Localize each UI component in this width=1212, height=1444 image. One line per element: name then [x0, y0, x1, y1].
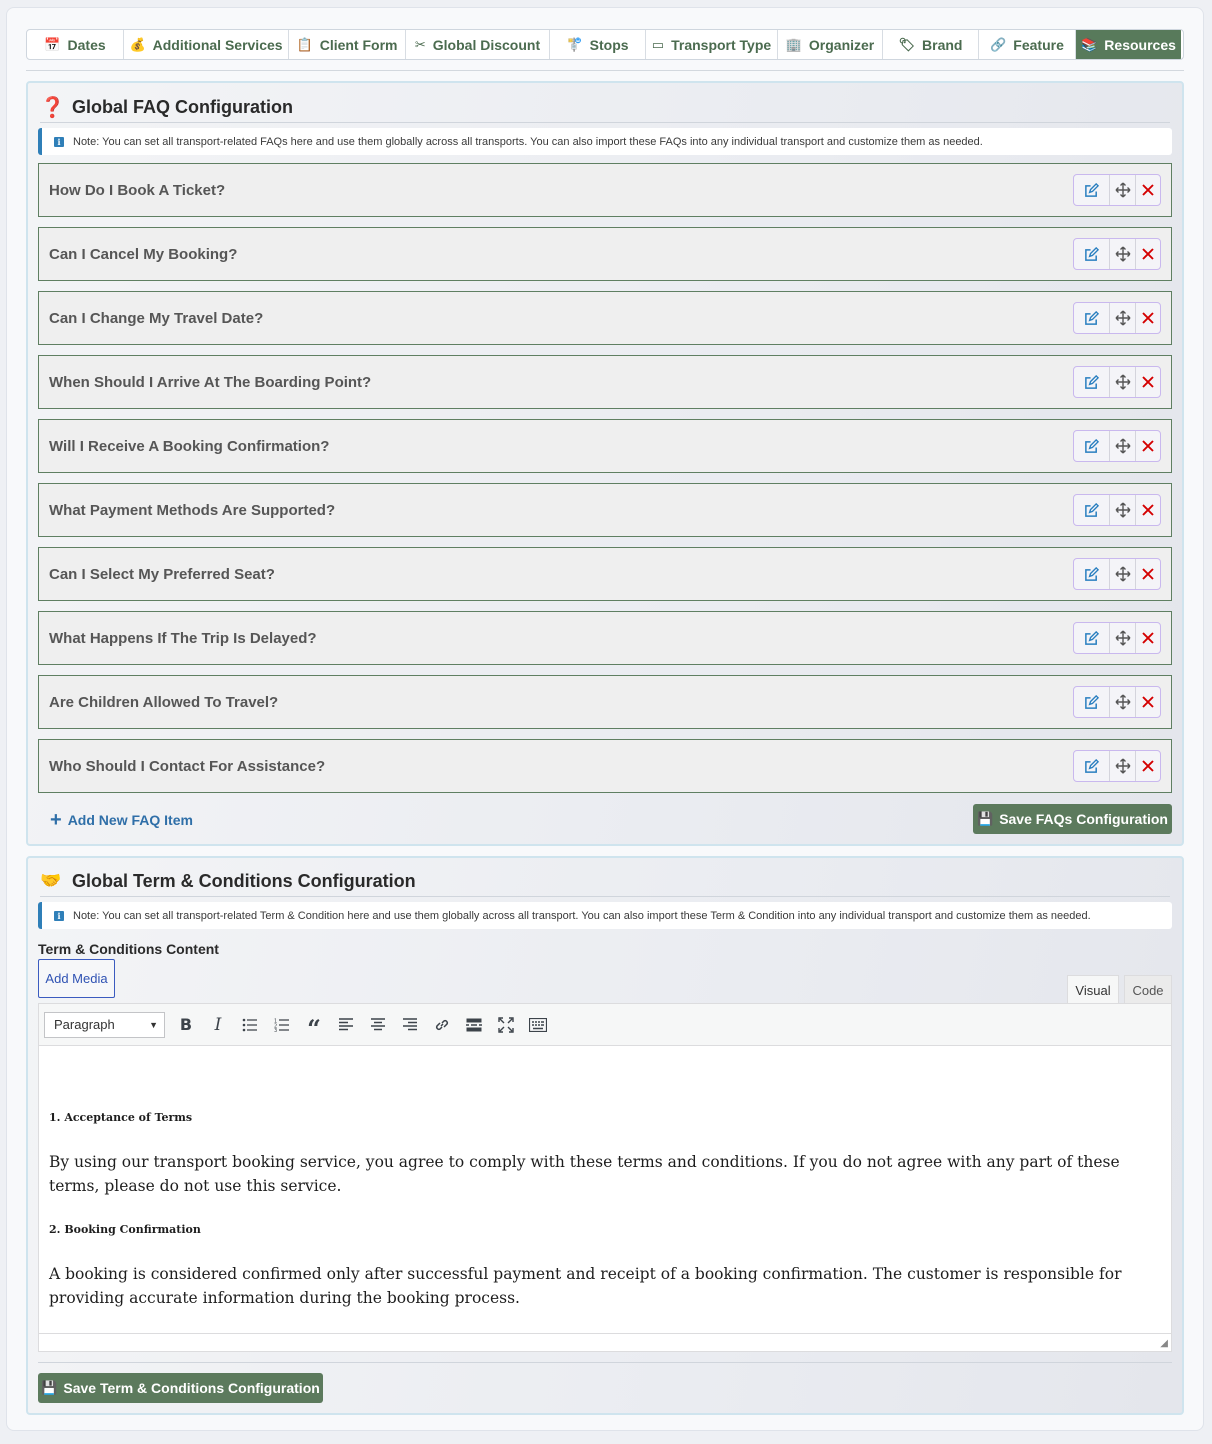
add-faq-button[interactable] [50, 809, 193, 831]
save-terms-button[interactable] [38, 1373, 323, 1403]
delete-icon[interactable] [1136, 623, 1160, 653]
faq-item[interactable] [38, 483, 1172, 537]
tab-label: Feature [1013, 36, 1064, 53]
tab-additional-services[interactable] [124, 30, 289, 59]
faq-actions [1073, 366, 1161, 398]
save-faqs-label: Save FAQs Configuration [999, 811, 1168, 827]
visual-mode-tab[interactable]: Visual [1067, 975, 1119, 1004]
floppy-disk-icon: 💾 [41, 1380, 58, 1395]
move-icon[interactable] [1110, 367, 1136, 397]
tabs-divider [26, 70, 1184, 71]
edit-icon[interactable] [1074, 687, 1110, 717]
terms-note-text: Note: You can set all transport-related Term & Condition here and use them globally across all transport. You can also import these Term & Condition into any individual transport and customize them as needed. [73, 909, 1091, 922]
faq-list [38, 163, 1172, 803]
faq-question: Will I Receive A Booking Confirmation? [49, 437, 330, 455]
keyboard-icon[interactable] [522, 1010, 554, 1040]
read-more-icon[interactable] [458, 1010, 490, 1040]
question-mark-icon: ❓ [40, 96, 65, 119]
tab-stops[interactable] [550, 30, 646, 59]
editor-toolbar [39, 1004, 1171, 1046]
tab-label: Stops [589, 36, 629, 53]
terms-note [38, 902, 1172, 929]
terms-title-divider [40, 896, 1170, 897]
tab-label: Dates [67, 36, 106, 53]
settings-tabs [26, 29, 1184, 60]
add-media-button[interactable]: Add Media [38, 959, 115, 998]
align-center-icon[interactable] [362, 1010, 394, 1040]
faq-item[interactable] [38, 355, 1172, 409]
route-icon: 🚏 [566, 36, 583, 52]
fullscreen-icon[interactable] [490, 1010, 522, 1040]
move-icon[interactable] [1110, 431, 1136, 461]
faq-panel [26, 81, 1184, 846]
faq-panel-title [40, 94, 293, 120]
faq-actions [1073, 494, 1161, 526]
terms-panel [26, 856, 1184, 1415]
dropdown-arrow-icon: ▼ [149, 1019, 158, 1030]
tag-icon: 🏷 [898, 36, 916, 52]
faq-title-text: Global FAQ Configuration [72, 96, 293, 117]
delete-icon[interactable] [1136, 431, 1160, 461]
resize-handle-icon[interactable]: ◢ [1160, 1338, 1168, 1349]
faq-actions [1073, 558, 1161, 590]
faq-question: Are Children Allowed To Travel? [49, 693, 279, 711]
edit-icon[interactable] [1074, 239, 1110, 269]
save-terms-label: Save Term & Conditions Configuration [63, 1380, 320, 1396]
tab-organizer[interactable] [778, 30, 883, 59]
delete-icon[interactable] [1136, 175, 1160, 205]
faq-item[interactable] [38, 163, 1172, 217]
calendar-icon: 📅 [44, 36, 61, 52]
terms-title-text: Global Term & Conditions Configuration [72, 870, 416, 891]
align-left-icon[interactable] [330, 1010, 362, 1040]
faq-question: When Should I Arrive At The Boarding Point? [49, 373, 372, 391]
italic-icon[interactable]: I [214, 1014, 222, 1035]
add-faq-label: Add New FAQ Item [67, 812, 193, 828]
faq-note-text: Note: You can set all transport-related FAQs here and use them globally across all transports. You can also import these FAQs into any individual transport and customize them as needed. [73, 135, 983, 148]
editor-statusbar [39, 1333, 1171, 1351]
info-icon: i [54, 911, 64, 921]
move-icon[interactable] [1110, 175, 1136, 205]
code-mode-tab[interactable]: Code [1124, 975, 1172, 1004]
edit-icon[interactable] [1074, 495, 1110, 525]
faq-question: Can I Cancel My Booking? [49, 245, 238, 263]
faq-actions [1073, 302, 1161, 334]
faq-item[interactable] [38, 547, 1172, 601]
tab-transport-type[interactable] [646, 30, 778, 59]
faq-item[interactable] [38, 419, 1172, 473]
align-right-icon[interactable] [394, 1010, 426, 1040]
faq-item[interactable] [38, 611, 1172, 665]
svg-text:2: 2 [274, 1023, 278, 1029]
tab-feature[interactable] [979, 30, 1076, 59]
edit-icon[interactable] [1074, 623, 1110, 653]
move-icon[interactable] [1110, 559, 1136, 589]
terms-paragraph-1: By using our transport booking service, you agree to comply with these terms and conditions. If you do not agree with any part of these terms, please do not use this service. [49, 1153, 1120, 1195]
building-icon: 🏢 [785, 36, 802, 52]
terms-content-label: Term & Conditions Content [38, 941, 219, 957]
delete-icon[interactable] [1136, 751, 1160, 781]
tab-client-form[interactable] [289, 30, 406, 59]
terms-panel-title [40, 868, 416, 894]
edit-icon[interactable] [1074, 559, 1110, 589]
scissors-icon: ✂ [414, 36, 426, 52]
faq-note [38, 128, 1172, 155]
plus-icon: + [50, 809, 62, 831]
link-icon[interactable] [426, 1010, 458, 1040]
edit-icon[interactable] [1074, 303, 1110, 333]
svg-text:1: 1 [274, 1018, 278, 1024]
delete-icon[interactable] [1136, 239, 1160, 269]
floppy-disk-icon: 💾 [977, 811, 994, 826]
tab-label: Global Discount [432, 36, 541, 53]
faq-actions [1073, 174, 1161, 206]
move-icon[interactable] [1110, 687, 1136, 717]
link-icon: 🔗 [990, 36, 1007, 52]
faq-actions [1073, 430, 1161, 462]
edit-icon[interactable] [1074, 175, 1110, 205]
faq-actions [1073, 238, 1161, 270]
terms-footer-divider [38, 1362, 1172, 1363]
svg-text:3: 3 [274, 1027, 278, 1032]
blockquote-icon[interactable]: “ [307, 1014, 321, 1043]
tab-dates[interactable] [27, 30, 124, 59]
tab-brand[interactable] [883, 30, 979, 59]
terms-heading-1: 1. Acceptance of Terms [49, 1111, 193, 1124]
move-icon[interactable] [1110, 303, 1136, 333]
faq-item[interactable] [38, 227, 1172, 281]
faq-actions [1073, 750, 1161, 782]
move-icon[interactable] [1110, 239, 1136, 269]
delete-icon[interactable] [1136, 559, 1160, 589]
tab-label: Brand [922, 36, 963, 53]
tab-label: Client Form [319, 36, 398, 53]
format-select-value: Paragraph [54, 1017, 115, 1032]
bold-icon[interactable]: B [179, 1015, 193, 1034]
delete-icon[interactable] [1136, 495, 1160, 525]
faq-question: Who Should I Contact For Assistance? [49, 757, 326, 775]
faq-title-divider [40, 122, 1170, 123]
edit-icon[interactable] [1074, 751, 1110, 781]
delete-icon[interactable] [1136, 687, 1160, 717]
faq-actions [1073, 686, 1161, 718]
faq-question: How Do I Book A Ticket? [49, 181, 226, 199]
delete-icon[interactable] [1136, 303, 1160, 333]
tab-label: Additional Services [152, 36, 283, 53]
save-faqs-button[interactable] [973, 804, 1172, 834]
terms-heading-2: 2. Booking Confirmation [49, 1223, 201, 1236]
editor-content[interactable] [39, 1047, 1171, 1310]
edit-icon[interactable] [1074, 431, 1110, 461]
move-icon[interactable] [1110, 495, 1136, 525]
faq-item[interactable] [38, 739, 1172, 793]
books-icon: 📚 [1081, 36, 1098, 52]
clipboard-icon: 📋 [296, 36, 313, 52]
format-select[interactable] [44, 1012, 165, 1038]
faq-question: What Happens If The Trip Is Delayed? [49, 629, 317, 647]
tab-resources[interactable] [1076, 30, 1181, 59]
edit-icon[interactable] [1074, 367, 1110, 397]
numbered-list-icon[interactable] [266, 1010, 298, 1040]
faq-item[interactable] [38, 291, 1172, 345]
handshake-icon: 🤝 [40, 871, 62, 890]
faq-question: Can I Select My Preferred Seat? [49, 565, 275, 583]
card-icon: ▭ [651, 36, 665, 52]
tab-label: Resources [1104, 36, 1176, 53]
terms-editor [38, 1003, 1172, 1352]
money-bag-icon: 💰 [129, 36, 146, 52]
faq-question: What Payment Methods Are Supported? [49, 501, 336, 519]
tab-label: Transport Type [671, 36, 772, 53]
tab-global-discount[interactable] [406, 30, 550, 59]
info-icon: i [54, 137, 64, 147]
faq-question: Can I Change My Travel Date? [49, 309, 264, 327]
move-icon[interactable] [1110, 751, 1136, 781]
move-icon[interactable] [1110, 623, 1136, 653]
faq-item[interactable] [38, 675, 1172, 729]
faq-actions [1073, 622, 1161, 654]
delete-icon[interactable] [1136, 367, 1160, 397]
terms-paragraph-2: A booking is considered confirmed only after successful payment and receipt of a booking confirmation. The customer is responsible for providing accurate information during the booking process. [49, 1265, 1122, 1307]
bullet-list-icon[interactable] [234, 1010, 266, 1040]
tab-label: Organizer [808, 36, 875, 53]
